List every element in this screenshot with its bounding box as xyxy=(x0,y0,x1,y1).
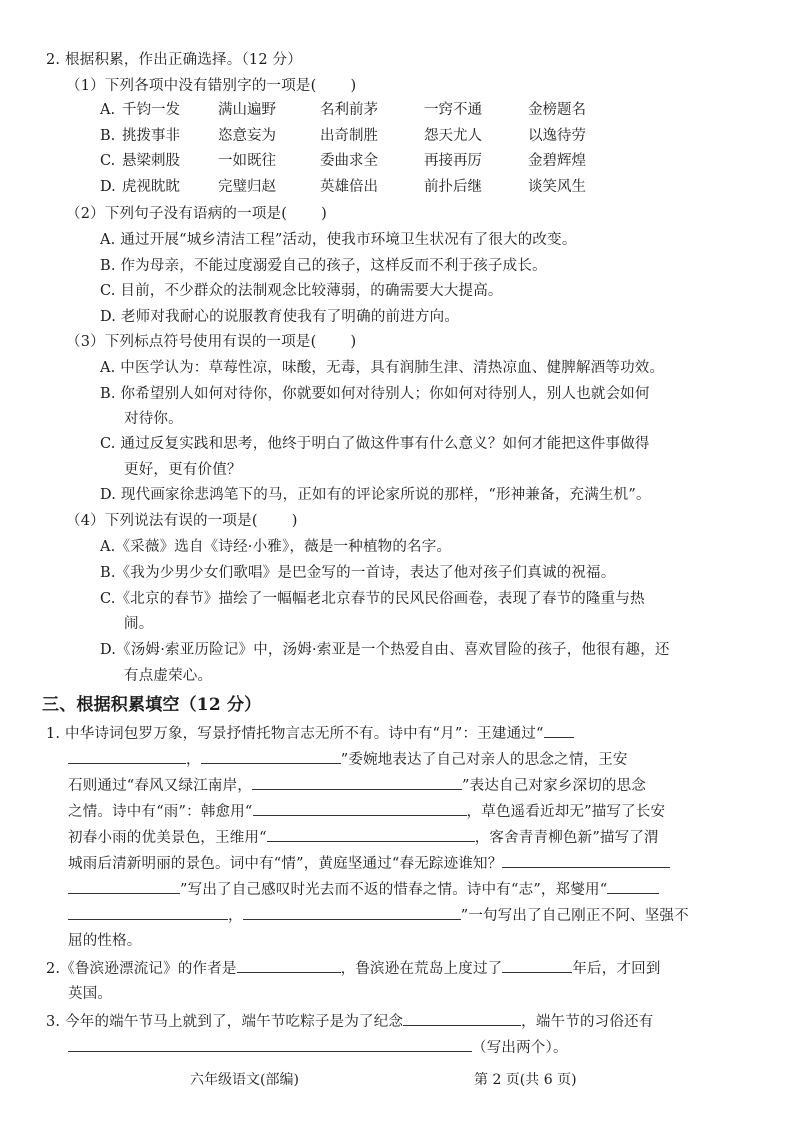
option-letter: A. xyxy=(100,102,116,118)
q2-heading: 2. 根据积累，作出正确选择。（12 分） xyxy=(46,52,302,68)
option-word: 委曲求全 xyxy=(320,153,378,169)
q2-4-stem: （4）下列说法有误的一项是( ) xyxy=(66,513,298,529)
option-word: 完璧归赵 xyxy=(218,179,276,195)
fill-blank[interactable] xyxy=(252,775,462,790)
s3-q1-line4: 之情。诗中有“雨”：韩愈用“ ，草色遥看近却无”描写了长安 xyxy=(68,801,665,822)
fill-blank[interactable] xyxy=(607,879,659,894)
q2-3-option-c-line2: 更好，更有价值？ xyxy=(124,462,242,478)
q2-2-stem: （2）下列句子没有语病的一项是( ) xyxy=(66,206,327,222)
option-word: 出奇制胜 xyxy=(320,128,378,144)
fill-blank[interactable] xyxy=(544,723,574,738)
fill-blank[interactable] xyxy=(68,879,180,894)
option-word: 再接再厉 xyxy=(424,153,482,169)
option-word: 一窍不通 xyxy=(424,102,482,118)
q2-1-stem-text: （1）下列各项中没有错别字的一项是( xyxy=(66,78,317,94)
s3-q1-line8: ， ”一句写出了自己刚正不阿、坚强不 xyxy=(68,905,689,926)
q2-2-option-c: C. 目前，不少群众的法制观念比较薄弱，的确需要大大提高。 xyxy=(100,283,503,299)
option-word: 满山遍野 xyxy=(218,102,276,118)
option-word: 悬梁刺股 xyxy=(122,153,180,169)
s3-q2-line2: 英国。 xyxy=(68,986,113,1002)
s3-q1-line6: 城雨后清新明丽的景色。词中有“情”，黄庭坚通过“春无踪迹谁知？ xyxy=(68,853,670,874)
fill-blank[interactable] xyxy=(267,827,475,842)
fill-blank[interactable] xyxy=(403,1011,521,1026)
option-word: 英雄倍出 xyxy=(320,179,378,195)
s3-q3-line2: （写出两个）。 xyxy=(68,1037,568,1058)
option-word: 怨天尤人 xyxy=(424,128,482,144)
q2-3-option-a: A. 中医学认为：草莓性凉，味酸，无毒，具有润肺生津、清热凉血、健脾解酒等功效。 xyxy=(100,360,665,376)
q2-4-option-d-line2: 有点虚荣心。 xyxy=(124,668,213,684)
q2-4-option-c-line1: C.《北京的春节》描绘了一幅幅老北京春节的民风民俗画卷，表现了春节的隆重与热 xyxy=(100,591,645,607)
option-letter: B. xyxy=(100,128,116,144)
option-word: 恣意妄为 xyxy=(218,128,276,144)
q2-4-option-a: A.《采薇》选自《诗经·小雅》，薇是一种植物的名字。 xyxy=(100,539,452,555)
fill-blank[interactable] xyxy=(237,958,341,973)
section-3-title: 三、根据积累填空（12 分） xyxy=(42,695,262,715)
option-word: 前扑后继 xyxy=(424,179,482,195)
fill-blank[interactable] xyxy=(201,749,341,764)
fill-blank[interactable] xyxy=(68,749,186,764)
option-word: 谈笑风生 xyxy=(528,179,586,195)
option-word: 以逸待劳 xyxy=(528,128,586,144)
s3-q1-line9: 屈的性格。 xyxy=(68,933,142,949)
option-word: 名利前茅 xyxy=(320,102,378,118)
fill-blank[interactable] xyxy=(502,853,670,868)
option-word: 千钧一发 xyxy=(122,102,180,118)
q2-3-option-c-line1: C. 通过反复实践和思考，他终于明白了做这件事有什么意义？如何才能把这件事做得 xyxy=(100,436,650,452)
q2-1-stem: （1）下列各项中没有错别字的一项是( ) xyxy=(66,78,357,94)
option-word: 金榜题名 xyxy=(528,102,586,118)
q2-2-option-a: A. 通过开展“城乡清洁工程”活动，使我市环境卫生状况有了很大的改变。 xyxy=(100,232,577,248)
s3-q1-line1: 1. 中华诗词包罗万象，写景抒情托物言志无所不有。诗中有“月”：王建通过“ xyxy=(46,723,574,744)
s3-q1-line7: ”写出了自己感叹时光去而不返的惜春之情。诗中有“志”，郑燮用“ xyxy=(68,879,659,900)
q2-4-option-c-line2: 闹。 xyxy=(124,616,154,632)
s3-q2-line1: 2.《鲁滨逊漂流记》的作者是 ，鲁滨逊在荒岛上度过了 年后，才回到 xyxy=(46,958,661,979)
fill-blank[interactable] xyxy=(68,1037,472,1052)
q2-2-option-d: D. 老师对我耐心的说服教育使我有了明确的前进方向。 xyxy=(100,309,460,325)
footer-page-number: 第 2 页(共 6 页) xyxy=(474,1072,577,1088)
option-letter: C. xyxy=(100,153,116,169)
q2-4-option-d-line1: D.《汤姆·索亚历险记》中，汤姆·索亚是一个热爱自由、喜欢冒险的孩子，他很有趣，还 xyxy=(100,642,670,658)
fill-blank[interactable] xyxy=(502,958,572,973)
q2-3-option-b-line2: 对待你。 xyxy=(124,411,183,427)
q2-3-option-d: D. 现代画家徐悲鸿笔下的马，正如有的评论家所说的那样，“形神兼备，充满生机”。 xyxy=(100,487,651,503)
option-word: 虎视眈眈 xyxy=(122,179,180,195)
s3-q1-line3: 石则通过“春风又绿江南岸， ”表达自己对家乡深切的思念 xyxy=(68,775,646,796)
footer-subject: 六年级语文(部编) xyxy=(190,1072,299,1088)
fill-blank[interactable] xyxy=(68,905,228,920)
option-word: 挑拨事非 xyxy=(122,128,180,144)
fill-blank[interactable] xyxy=(253,801,467,816)
option-word: 金碧辉煌 xyxy=(528,153,586,169)
q2-2-option-b: B. 作为母亲，不能过度溺爱自己的孩子，这样反而不利于孩子成长。 xyxy=(100,258,547,274)
option-letter: D. xyxy=(100,179,116,195)
s3-q1-line5: 初春小雨的优美景色，王维用“ ，客舍青青柳色新”描写了渭 xyxy=(68,827,659,848)
fill-blank[interactable] xyxy=(243,905,461,920)
q2-3-option-b-line1: B. 你希望别人如何对待你，你就要如何对待别人；你如何对待别人，别人也就会如何 xyxy=(100,386,650,402)
s3-q3-line1: 3. 今年的端午节马上就到了，端午节吃粽子是为了纪念 ，端午节的习俗还有 xyxy=(46,1011,653,1032)
q2-4-option-b: B.《我为少男少女们歌唱》是巴金写的一首诗，表达了他对孩子们真诚的祝福。 xyxy=(100,565,616,581)
option-word: 一如既往 xyxy=(218,153,276,169)
q2-3-stem: （3）下列标点符号使用有误的一项是( ) xyxy=(66,334,357,350)
s3-q1-line2: ， ”委婉地表达了自己对亲人的思念之情，王安 xyxy=(68,749,628,770)
